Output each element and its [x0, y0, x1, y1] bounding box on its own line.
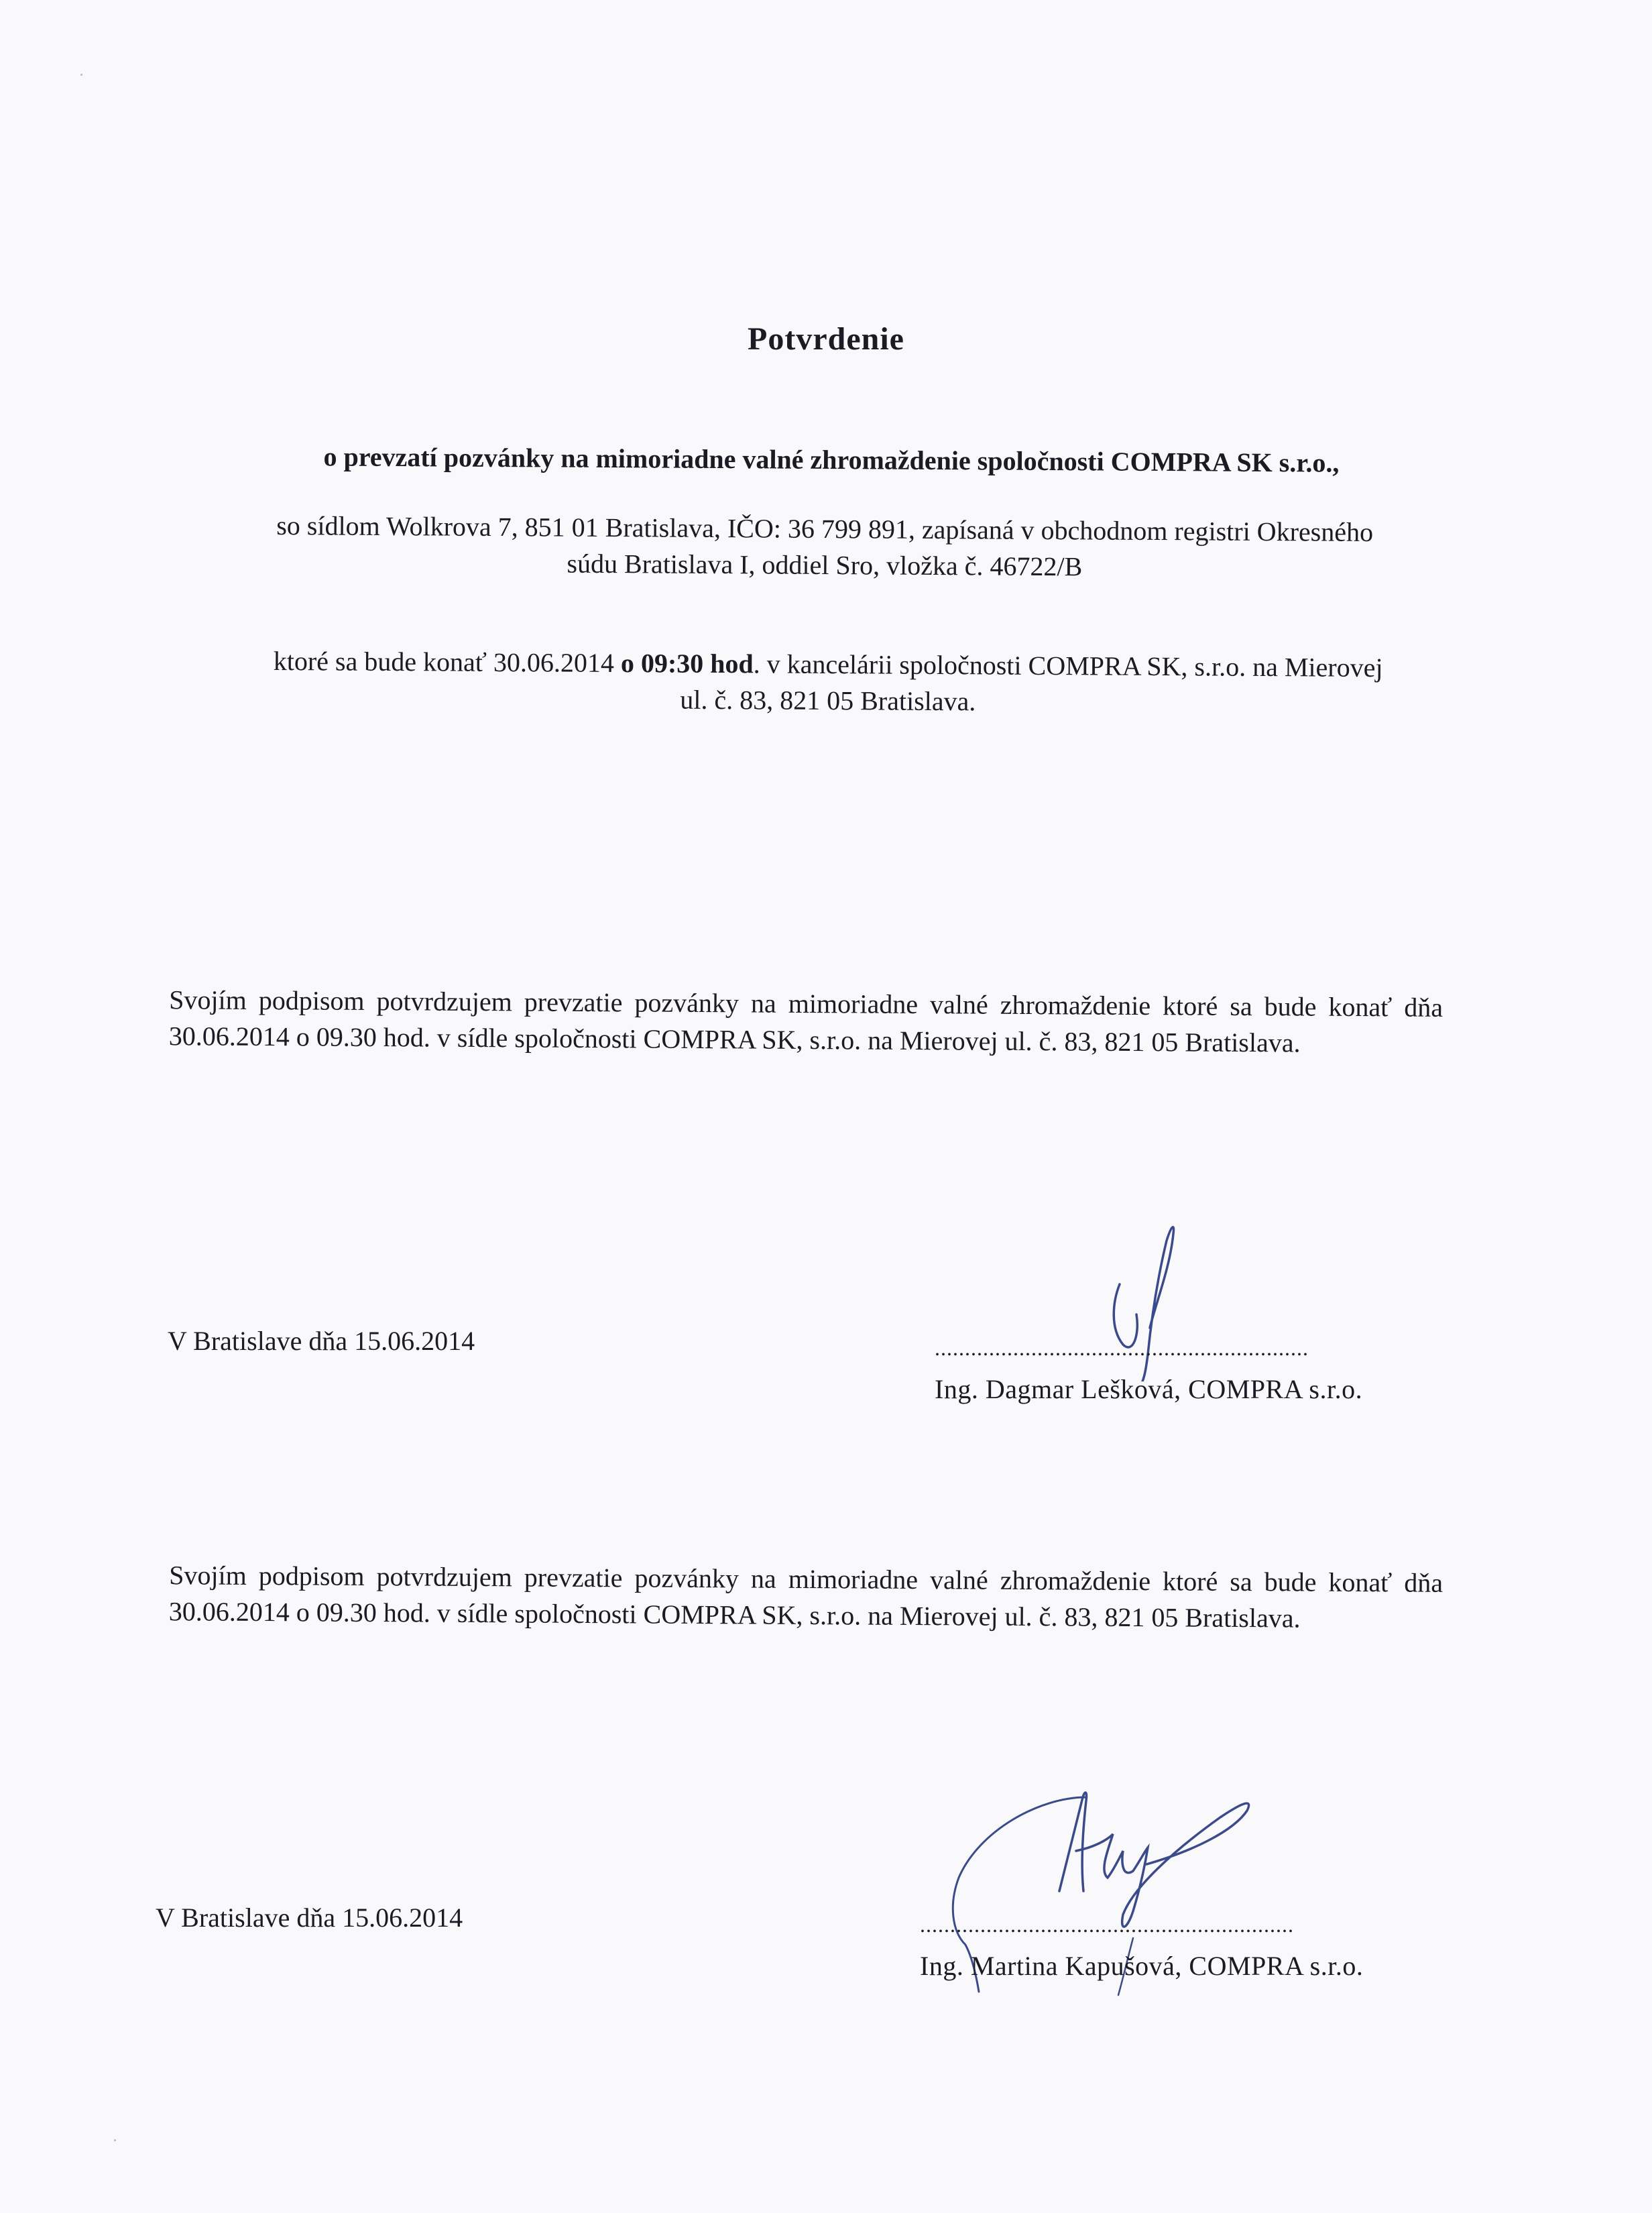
- meeting-paragraph: [174, 642, 1482, 723]
- signature-block: [935, 1335, 1362, 1405]
- signatory-name: Ing. Dagmar Lešková, COMPRA s.r.o.: [935, 1374, 1363, 1404]
- signature-line: ..............................................................: [920, 1913, 1294, 1937]
- place-and-date: V Bratislave dňa 15.06.2014: [168, 1326, 475, 1356]
- signature-block: [920, 1911, 1363, 1982]
- meeting-time: o 09:30 hod: [620, 648, 754, 679]
- confirmation-paragraph: Svojím podpisom potvrdzujem prevzatie pozvánky na mimoriadne valné zhromaždenie ktoré sa bude konať dňa 30.06.2014 o 09.30 hod. v sídle spoločnosti COMPRA SK, s.r.o. na Mierovej ul. č. 83, 821 05 Bratislava.: [168, 984, 1443, 1058]
- paper-speck: [80, 74, 82, 76]
- company-seat-line: so sídlom Wolkrova 7, 851 01 Bratislava, IČO: 36 799 891, zapísaná v obchodnom registri Okresného: [276, 510, 1374, 547]
- document-subtitle: o prevzatí pozvánky na mimoriadne valné zhromaždenie spoločnosti COMPRA SK s.r.o.,: [323, 441, 1340, 478]
- meeting-date-text: ktoré sa bude konať 30.06.2014: [273, 645, 622, 679]
- paper-speck: [114, 2139, 116, 2141]
- document-title: Potvrdenie: [748, 321, 904, 357]
- signature-line: ..............................................................: [935, 1336, 1309, 1360]
- company-seat-line: súdu Bratislava I, oddiel Sro, vložka č. 46722/B: [567, 548, 1083, 582]
- confirmation-paragraph: Svojím podpisom potvrdzujem prevzatie pozvánky na mimoriadne valné zhromaždenie ktoré sa bude konať dňa 30.06.2014 o 09.30 hod. v sídle spoločnosti COMPRA SK, s.r.o. na Mierovej ul. č. 83, 821 05 Bratislava.: [168, 1560, 1443, 1634]
- meeting-place-text: . v kancelárii spoločnosti COMPRA SK, s.r.o. na Mierovej: [753, 648, 1383, 683]
- place-and-date: V Bratislave dňa 15.06.2014: [156, 1903, 463, 1933]
- signatory-name: Ing. Martina Kapušová, COMPRA s.r.o.: [920, 1951, 1364, 1981]
- meeting-line: ul. č. 83, 821 05 Bratislava.: [680, 684, 976, 717]
- company-seat-paragraph: [188, 507, 1462, 587]
